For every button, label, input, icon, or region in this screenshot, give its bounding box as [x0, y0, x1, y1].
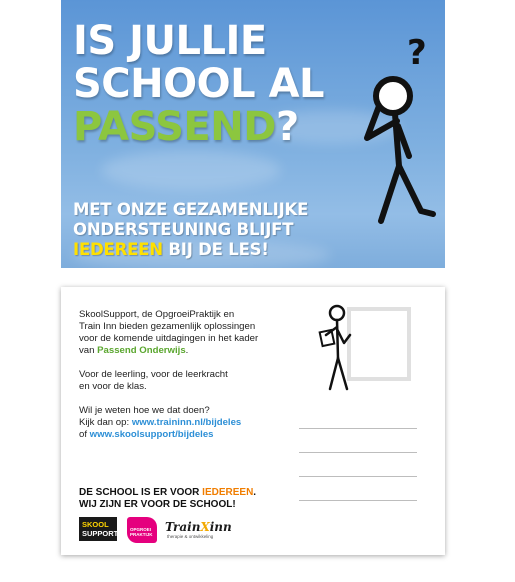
cloud-decoration	[101, 150, 281, 190]
intro-line-4-pre: van	[79, 345, 98, 356]
sub-line-3: BIJ DE LES!	[162, 240, 269, 259]
opgroeipraktijk-logo	[127, 517, 157, 543]
headline-passend: PASSEND	[73, 104, 276, 150]
sub-line-2: ONDERSTEUNING BLIJFT	[73, 220, 294, 239]
tagline-line-2: WIJ ZIJN ER VOOR DE SCHOOL!	[79, 499, 236, 510]
postcard-back	[61, 287, 445, 555]
skoolsupport-logo	[79, 517, 117, 541]
stamp-placeholder	[347, 307, 411, 381]
audience-line-2: en voor de klas.	[79, 381, 147, 392]
headline-line-1: IS JULLIE	[73, 18, 267, 64]
stickman-with-box-illustration	[314, 303, 354, 393]
intro-line-4-post: .	[185, 345, 189, 356]
paragraph-audience	[79, 369, 309, 393]
back-tagline	[79, 487, 256, 511]
traininn-logo-subtitle: therapie & ontwikkeling	[167, 534, 214, 539]
skoolsupport-link[interactable]: www.skoolsupport/bijdeles	[89, 429, 214, 440]
front-headline	[73, 20, 324, 149]
traininn-link[interactable]: www.traininn.nl/bijdeles	[131, 417, 242, 428]
back-body-text	[79, 309, 309, 453]
address-line	[299, 500, 417, 501]
sub-iedereen: IEDEREEN	[73, 240, 163, 259]
skool-logo-text: SKOOL	[82, 520, 109, 529]
train-logo-x: X	[200, 520, 210, 534]
thinking-stickman-illustration	[359, 26, 445, 226]
links-line-2-pre: Kijk dan op:	[79, 417, 132, 428]
front-subheadline	[73, 200, 308, 260]
tagline-line-1-post: .	[253, 487, 257, 498]
intro-line-2: Train Inn bieden gezamenlijk oplossingen	[79, 321, 256, 332]
intro-line-3: voor de komende uitdagingen in het kader	[79, 333, 259, 344]
address-line	[299, 428, 417, 429]
tagline-iedereen: IEDEREEN	[202, 487, 254, 498]
train-logo-text: Train	[165, 520, 201, 534]
intro-line-1: SkoolSupport, de OpgroeiPraktijk en	[79, 309, 235, 320]
headline-line-2: SCHOOL AL	[73, 61, 325, 107]
links-line-3-pre: of	[79, 429, 90, 440]
partner-logos	[79, 517, 249, 543]
postcard-front	[61, 0, 445, 268]
paragraph-links	[79, 405, 309, 441]
paragraph-intro	[79, 309, 309, 357]
opgroei-logo-text: OPGROEI PRAKTIJK	[130, 527, 153, 537]
passend-onderwijs-label: Passend Onderwijs	[97, 345, 186, 356]
traininn-logo	[165, 520, 232, 534]
inn-logo-text: inn	[209, 520, 232, 534]
headline-question-mark: ?	[275, 104, 299, 150]
sub-line-1: MET ONZE GEZAMENLIJKE	[73, 200, 309, 219]
question-mark-glyph: ?	[407, 33, 427, 73]
links-line-1: Wil je weten hoe we dat doen?	[79, 405, 210, 416]
audience-line-1: Voor de leerling, voor de leerkracht	[79, 369, 228, 380]
tagline-line-1-pre: DE SCHOOL IS ER VOOR	[79, 487, 203, 498]
address-line	[299, 452, 417, 453]
support-logo-text: SUPPORT	[82, 529, 119, 538]
address-line	[299, 476, 417, 477]
